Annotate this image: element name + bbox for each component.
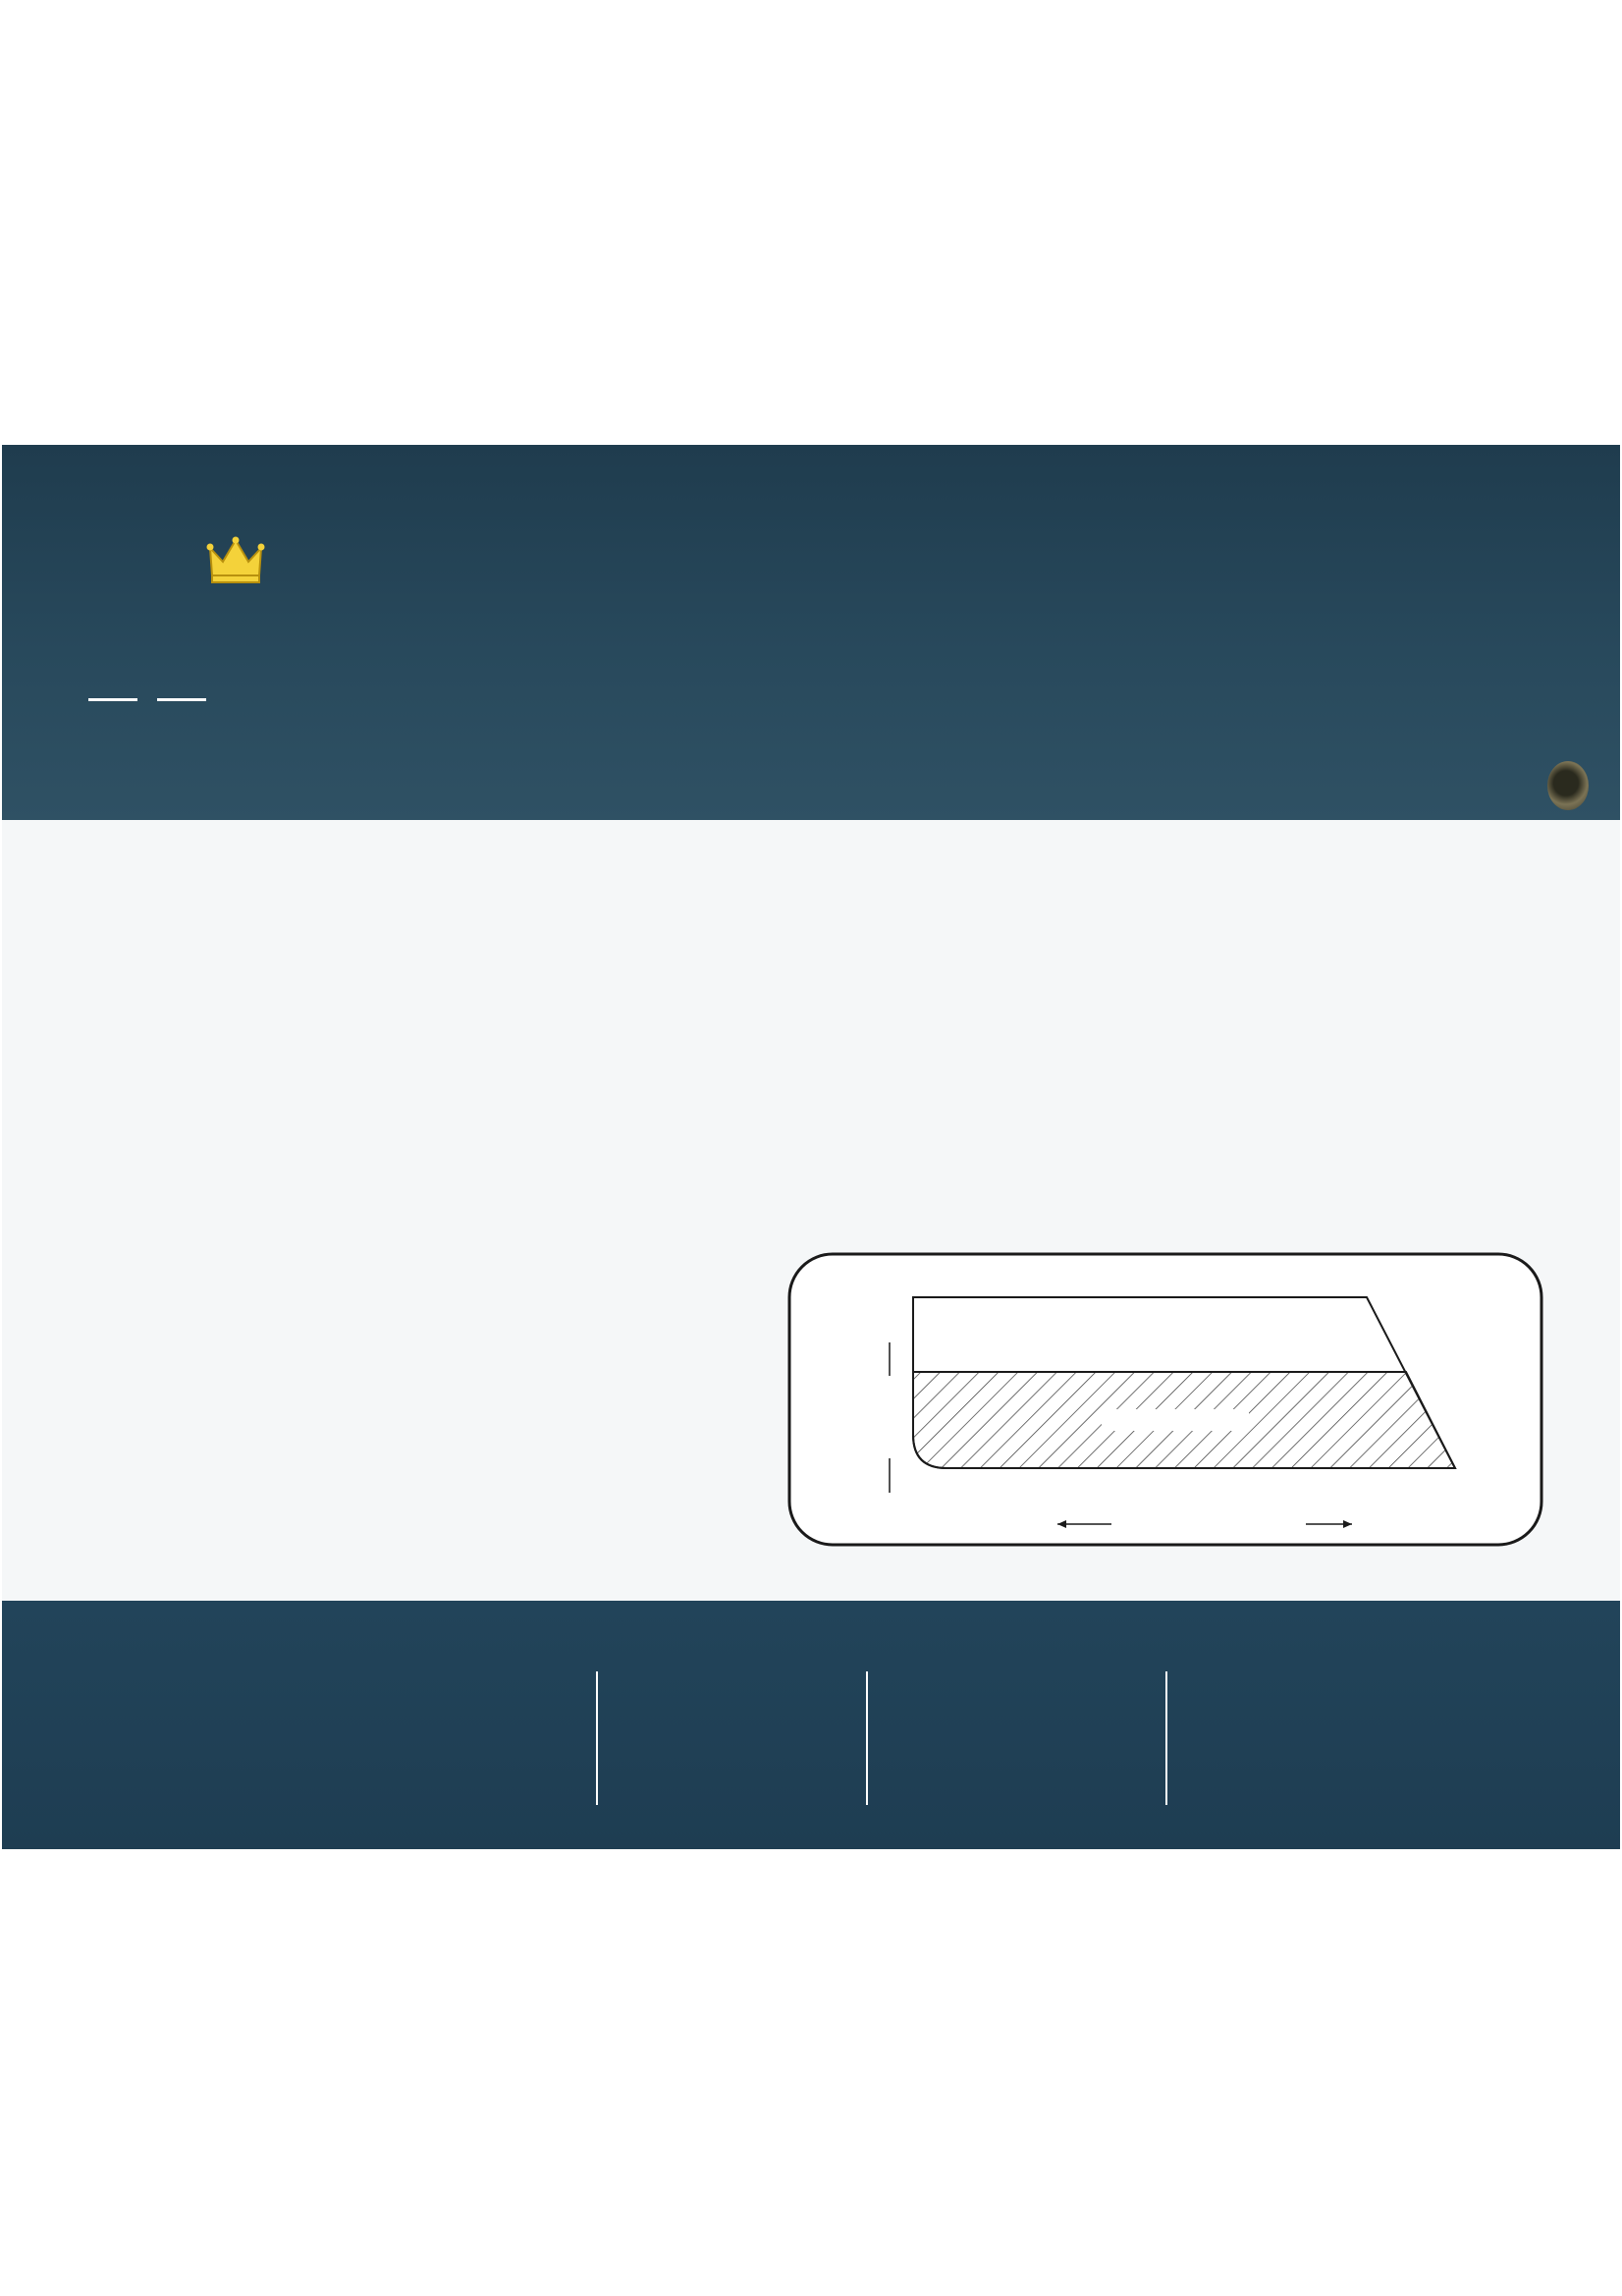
conditions bbox=[787, 836, 1543, 889]
brochure bbox=[2, 445, 1620, 1849]
details-panel bbox=[2, 820, 1620, 1601]
specifications bbox=[69, 842, 756, 861]
subtitle-rule-left bbox=[88, 698, 137, 701]
subtitle-row bbox=[88, 698, 206, 701]
site-plan bbox=[787, 1252, 1543, 1547]
subtitle-rule-right bbox=[157, 698, 206, 701]
credits-band bbox=[2, 1601, 1620, 1849]
credit-divider-1 bbox=[596, 1671, 598, 1805]
credit-divider-3 bbox=[1165, 1671, 1167, 1805]
header-band bbox=[2, 445, 1620, 820]
credit-divider-2 bbox=[866, 1671, 868, 1805]
crown-icon bbox=[206, 536, 265, 585]
binding-hole bbox=[1547, 761, 1589, 810]
